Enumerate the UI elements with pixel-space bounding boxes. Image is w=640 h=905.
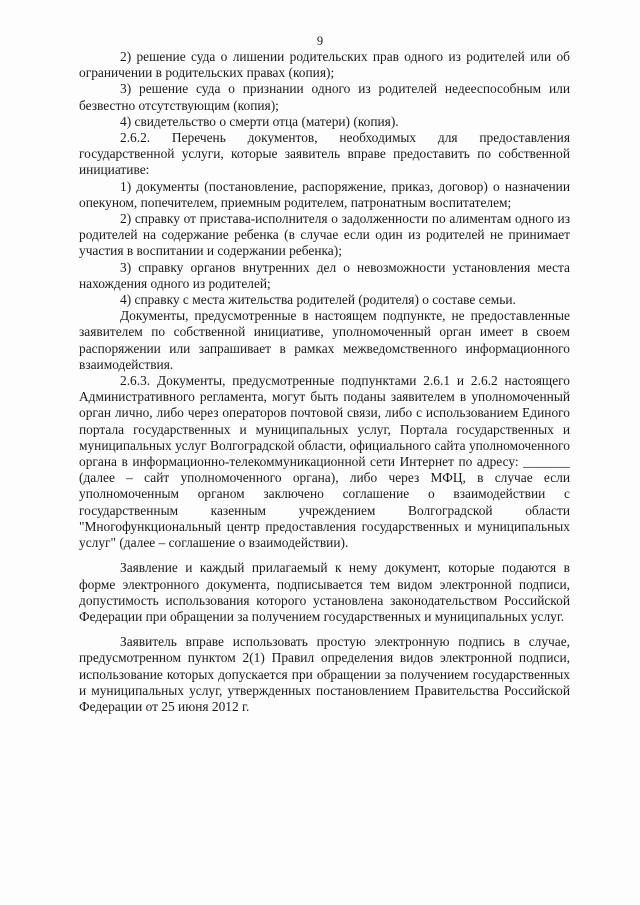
document-body [79,49,570,715]
paragraph: 1) документы (постановление, распоряжение, приказ, договор) о назначении опекуном, попечителем, приемным родителем, патронатным воспитателем; [79,178,570,210]
paragraph: 2) справку от пристава-исполнителя о задолженности по алиментам одного из родителей на содержание ребенка (в случае если один из родителей не принимает участия в воспитании и содержании ребенка); [79,211,570,259]
paragraph: Документы, предусмотренные в настоящем подпункте, не предоставленные заявителем по собственной инициативе, уполномоченный орган имеет в своем распоряжении или запрашивает в рамках межведомственного информационного взаимодействия. [79,308,570,372]
page-number: 9 [316,34,324,48]
paragraph: 3) решение суда о признании одного из родителей недееспособным или безвестно отсутствующим (копия); [79,81,570,113]
paragraph: Заявление и каждый прилагаемый к нему документ, которые подаются в форме электронного документа, подписывается тем видом электронной подписи, допустимость использования которого установлена законодательством Российской Федерации при обращении за получением государственных и муниципальных услуг. [79,560,570,624]
paragraph: Заявитель вправе использовать простую электронную подпись в случае, предусмотренном пунктом 2(1) Правил определения видов электронной подписи, использование которых допускается при обращении за получением государственных и муниципальных услуг, утвержденных постановлением Правительства Российской Федерации от 25 июня 2012 г. [79,634,570,714]
paragraph: 4) справку с места жительства родителей (родителя) о составе семьи. [120,292,516,308]
paragraph: 2) решение суда о лишении родительских прав одного из родителей или об ограничении в родительских правах (копия); [79,49,570,81]
paragraph: 2.6.2. Перечень документов, необходимых для предоставления государственной услуги, которые заявитель вправе предоставить по собственной инициативе: [79,130,570,178]
paragraph: 2.6.3. Документы, предусмотренные подпунктами 2.6.1 и 2.6.2 настоящего Административного регламента, могут быть поданы заявителем в уполномоченный орган лично, либо через операторов почтовой связи, либо с использованием Единого портала государственных и муниципальных услуг, Портала государственных и муниципальных услуг Волгоградской области, официального сайта уполномоченного органа в информационно-телекоммуникационной сети Интернет по адресу: _______ (далее – сайт уполномоченного органа), либо через МФЦ, в случае если уполномоченным органом заключено соглашение о взаимодействии с государственным казенным учреждением Волгоградской области "Многофункциональный центр предоставления государственных и муниципальных услуг" (далее – соглашение о взаимодействии). [79,373,570,551]
paragraph: 4) свидетельство о смерти отца (матери) (копия). [120,113,399,129]
paragraph: 3) справку органов внутренних дел о невозможности установления места нахождения одного из родителей; [79,259,570,291]
